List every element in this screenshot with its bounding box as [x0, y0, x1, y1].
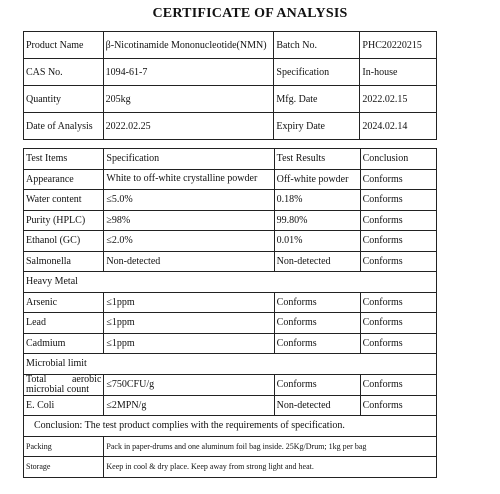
- table-row: [24, 210, 437, 231]
- test-spec: ≤1ppm: [104, 333, 274, 354]
- test-spec: ≤2MPN/g: [104, 395, 274, 416]
- test-item: Purity (HPLC): [24, 210, 104, 231]
- column-header: Test Items: [24, 149, 104, 170]
- info-value: β-Nicotinamide Mononucleotide(NMN): [103, 32, 274, 59]
- test-conclusion: Conforms: [360, 169, 436, 190]
- overall-conclusion: Conclusion: The test product complies with the requirements of specification.: [24, 416, 437, 437]
- info-value: PHC20220215: [360, 32, 437, 59]
- info-row: [24, 32, 437, 59]
- table-row: [24, 313, 437, 334]
- info-value: 1094-61-7: [103, 59, 274, 86]
- test-conclusion: Conforms: [360, 374, 436, 395]
- test-result: 99.80%: [274, 210, 360, 231]
- test-conclusion: Conforms: [360, 292, 436, 313]
- info-row: [24, 113, 437, 140]
- column-header: Conclusion: [360, 149, 436, 170]
- test-result: Non-detected: [274, 251, 360, 272]
- test-spec: ≤2.0%: [104, 231, 274, 252]
- packing-value: Pack in paper-drums and one aluminum foil bag inside. 25Kg/Drum; 1kg per bag: [104, 436, 437, 457]
- test-item: Appearance: [24, 169, 104, 190]
- table-row: [24, 251, 437, 272]
- info-label: Date of Analysis: [24, 113, 104, 140]
- info-label: Product Name: [24, 32, 104, 59]
- test-item: Cadmium: [24, 333, 104, 354]
- test-result: 0.18%: [274, 190, 360, 211]
- table-row: [24, 231, 437, 252]
- table-row: [24, 190, 437, 211]
- test-item: [24, 374, 104, 395]
- test-item-word: aerobic: [71, 373, 102, 385]
- test-result: Conforms: [274, 292, 360, 313]
- test-result: 0.01%: [274, 231, 360, 252]
- section-row: [24, 354, 437, 375]
- packing-label: Packing: [24, 436, 104, 457]
- test-spec: ≤1ppm: [104, 313, 274, 334]
- table-row: [24, 395, 437, 416]
- column-header: Specification: [104, 149, 274, 170]
- info-label: Specification: [274, 59, 360, 86]
- test-result: Conforms: [274, 333, 360, 354]
- test-item-line: [26, 375, 103, 385]
- test-item-line: microbial count: [26, 383, 90, 395]
- test-result: Non-detected: [274, 395, 360, 416]
- info-row: [24, 86, 437, 113]
- test-item: Water content: [24, 190, 104, 211]
- test-spec: Non-detected: [104, 251, 274, 272]
- section-heading-microbial: Microbial limit: [24, 354, 437, 375]
- table-row: [24, 169, 437, 190]
- table-row: [24, 292, 437, 313]
- info-row: [24, 59, 437, 86]
- info-label: Mfg. Date: [274, 86, 360, 113]
- info-label: Quantity: [24, 86, 104, 113]
- test-conclusion: Conforms: [360, 190, 436, 211]
- test-result: Off-white powder: [274, 169, 360, 190]
- storage-label: Storage: [24, 457, 104, 478]
- test-spec: ≤750CFU/g: [104, 374, 274, 395]
- test-spec: ≥98%: [104, 210, 274, 231]
- test-item: Ethanol (GC): [24, 231, 104, 252]
- info-value: 2022.02.15: [360, 86, 437, 113]
- section-row: [24, 272, 437, 293]
- test-conclusion: Conforms: [360, 231, 436, 252]
- test-conclusion: Conforms: [360, 210, 436, 231]
- info-label: Batch No.: [274, 32, 360, 59]
- test-results-table: [23, 148, 437, 478]
- info-label: Expiry Date: [274, 113, 360, 140]
- info-label: CAS No.: [24, 59, 104, 86]
- section-heading-heavy-metal: Heavy Metal: [24, 272, 437, 293]
- test-item: E. Coli: [24, 395, 104, 416]
- table-row: [24, 436, 437, 457]
- table-row: [24, 374, 437, 395]
- test-result: Conforms: [274, 313, 360, 334]
- test-spec: ≤1ppm: [104, 292, 274, 313]
- test-item: Salmonella: [24, 251, 104, 272]
- test-conclusion: Conforms: [360, 333, 436, 354]
- table-header-row: [24, 149, 437, 170]
- info-value: 205kg: [103, 86, 274, 113]
- info-value: 2022.02.25: [103, 113, 274, 140]
- test-conclusion: Conforms: [360, 395, 436, 416]
- test-conclusion: Conforms: [360, 251, 436, 272]
- column-header: Test Results: [274, 149, 360, 170]
- table-row: [24, 333, 437, 354]
- test-result: Conforms: [274, 374, 360, 395]
- test-item: Arsenic: [24, 292, 104, 313]
- test-item: Lead: [24, 313, 104, 334]
- test-spec: ≤5.0%: [104, 190, 274, 211]
- conclusion-row: [24, 416, 437, 437]
- test-item-word: Total: [26, 373, 47, 385]
- info-value: 2024.02.14: [360, 113, 437, 140]
- document-title: CERTIFICATE OF ANALYSIS: [152, 6, 348, 21]
- test-conclusion: Conforms: [360, 313, 436, 334]
- table-row: [24, 457, 437, 478]
- product-info-table: [23, 31, 437, 140]
- test-spec: White to off-white crystalline powder: [104, 169, 274, 190]
- info-value: In-house: [360, 59, 437, 86]
- storage-value: Keep in cool & dry place. Keep away from strong light and heat.: [104, 457, 437, 478]
